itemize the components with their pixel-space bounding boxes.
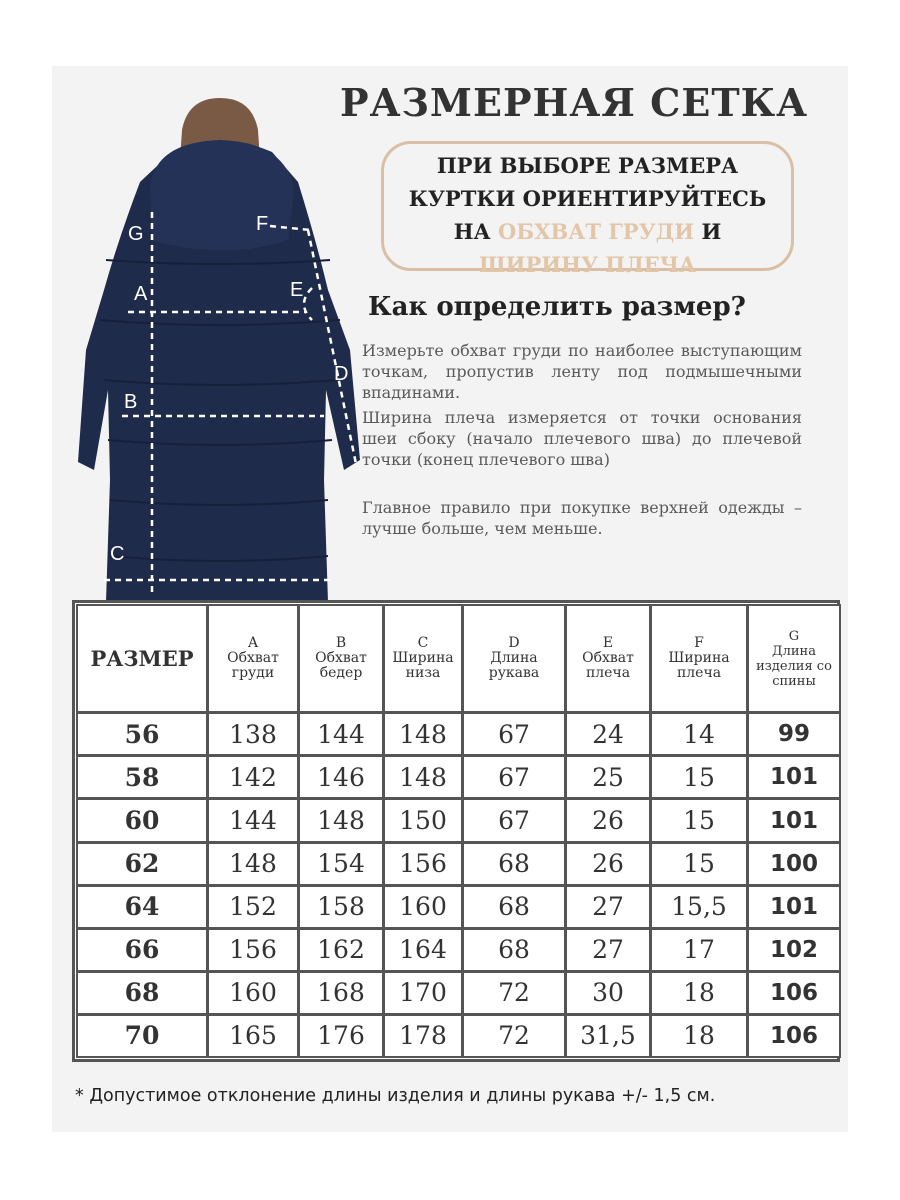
size-tip-callout [381,141,794,277]
table-header-row [78,606,839,711]
size-cell: 64 [78,887,206,927]
measure-cell: 15 [652,757,746,797]
header-c: C Ширина низа [385,606,461,711]
measure-cell: 68 [464,844,564,884]
measure-cell: 26 [567,844,649,884]
measure-cell: 25 [567,757,649,797]
measure-cell: 176 [300,1016,382,1056]
measure-cell: 158 [300,887,382,927]
callout-accent-shoulder: ШИРИНУ ПЛЕЧА [479,252,696,277]
size-cell: 62 [78,844,206,884]
label-c: C [110,543,125,565]
table-row [78,930,839,970]
size-cell: 66 [78,930,206,970]
header-g: G Длина изделия со спины [749,606,839,711]
label-a: A [134,283,148,305]
measure-cell: 18 [652,973,746,1013]
measure-cell: 144 [209,800,297,840]
measure-cell: 146 [300,757,382,797]
table-row [78,757,839,797]
measure-cell: 26 [567,800,649,840]
measure-cell: 101 [749,887,839,927]
size-cell: 60 [78,800,206,840]
paragraph-chest: Измерьте обхват груди по наиболее выступающим точкам, пропустив ленту под подмышечными впадинами. [362,341,802,402]
measure-cell: 152 [209,887,297,927]
measure-cell: 170 [385,973,461,1013]
measure-cell: 67 [464,757,564,797]
measure-cell: 100 [749,844,839,884]
measure-cell: 160 [385,887,461,927]
jacket-hood [150,140,294,250]
size-table [72,600,840,1062]
table-row [78,800,839,840]
measure-cell: 27 [567,930,649,970]
measure-cell: 148 [385,757,461,797]
measure-cell: 154 [300,844,382,884]
measure-cell: 15 [652,844,746,884]
size-cell: 68 [78,973,206,1013]
measure-cell: 156 [385,844,461,884]
measure-cell: 68 [464,887,564,927]
measure-cell: 106 [749,1016,839,1056]
paragraph-shoulder: Ширина плеча измеряется от точки основания шеи сбоку (начало плечевого шва) до плечевой точки (конец плечевого шва) [362,408,802,469]
label-e: E [290,279,304,301]
table-row [78,714,839,754]
measure-cell: 102 [749,930,839,970]
measure-cell: 156 [209,930,297,970]
table-body [78,714,839,1056]
header-a: A Обхват груди [209,606,297,711]
measure-cell: 67 [464,800,564,840]
measure-cell: 168 [300,973,382,1013]
measure-cell: 148 [300,800,382,840]
table-row [78,1016,839,1056]
measure-cell: 67 [464,714,564,754]
size-cell: 70 [78,1016,206,1056]
callout-line-1: ПРИ ВЫБОРЕ РАЗМЕРА [436,153,739,178]
measure-cell: 17 [652,930,746,970]
table-row [78,887,839,927]
callout-accent-chest: ОБХВАТ ГРУДИ [497,219,695,244]
measure-cell: 31,5 [567,1016,649,1056]
measure-cell: 18 [652,1016,746,1056]
measure-cell: 15,5 [652,887,746,927]
measure-cell: 178 [385,1016,461,1056]
size-cell: 56 [78,714,206,754]
label-f: F [256,213,269,235]
jacket-measurement-illustration [60,90,370,610]
measure-cell: 148 [209,844,297,884]
header-b: B Обхват бедер [300,606,382,711]
measure-cell: 14 [652,714,746,754]
measure-cell: 27 [567,887,649,927]
tolerance-note: * Допустимое отклонение длины изделия и длины рукава +/- 1,5 см. [75,1086,716,1106]
table-row [78,844,839,884]
header-f: F Ширина плеча [652,606,746,711]
header-d: D Длина рукава [464,606,564,711]
measure-cell: 148 [385,714,461,754]
header-e: E Обхват плеча [567,606,649,711]
measure-cell: 165 [209,1016,297,1056]
measure-cell: 138 [209,714,297,754]
callout-line-2: КУРТКИ ОРИЕНТИРУЙТЕСЬ [408,186,767,211]
measure-cell: 164 [385,930,461,970]
measure-cell: 68 [464,930,564,970]
table-row [78,973,839,1013]
howto-heading: Как определить размер? [368,292,746,322]
paragraph-rule: Главное правило при покупке верхней одежды – лучше больше, чем меньше. [362,498,802,538]
size-table-grid [75,603,842,1059]
measure-cell: 150 [385,800,461,840]
label-d: D [334,363,349,385]
measure-cell: 160 [209,973,297,1013]
label-b: B [124,391,138,413]
measure-cell: 162 [300,930,382,970]
measure-cell: 30 [567,973,649,1013]
measure-cell: 101 [749,757,839,797]
measure-cell: 142 [209,757,297,797]
measure-cell: 144 [300,714,382,754]
measure-cell: 15 [652,800,746,840]
measure-cell: 106 [749,973,839,1013]
measure-cell: 99 [749,714,839,754]
callout-line-3: НА ОБХВАТ ГРУДИ И [453,219,722,244]
size-cell: 58 [78,757,206,797]
header-size: РАЗМЕР [78,606,206,711]
measure-cell: 72 [464,1016,564,1056]
page-title: РАЗМЕРНАЯ СЕТКА [340,80,809,125]
measure-cell: 101 [749,800,839,840]
measure-cell: 72 [464,973,564,1013]
label-g: G [128,223,144,245]
measure-cell: 24 [567,714,649,754]
